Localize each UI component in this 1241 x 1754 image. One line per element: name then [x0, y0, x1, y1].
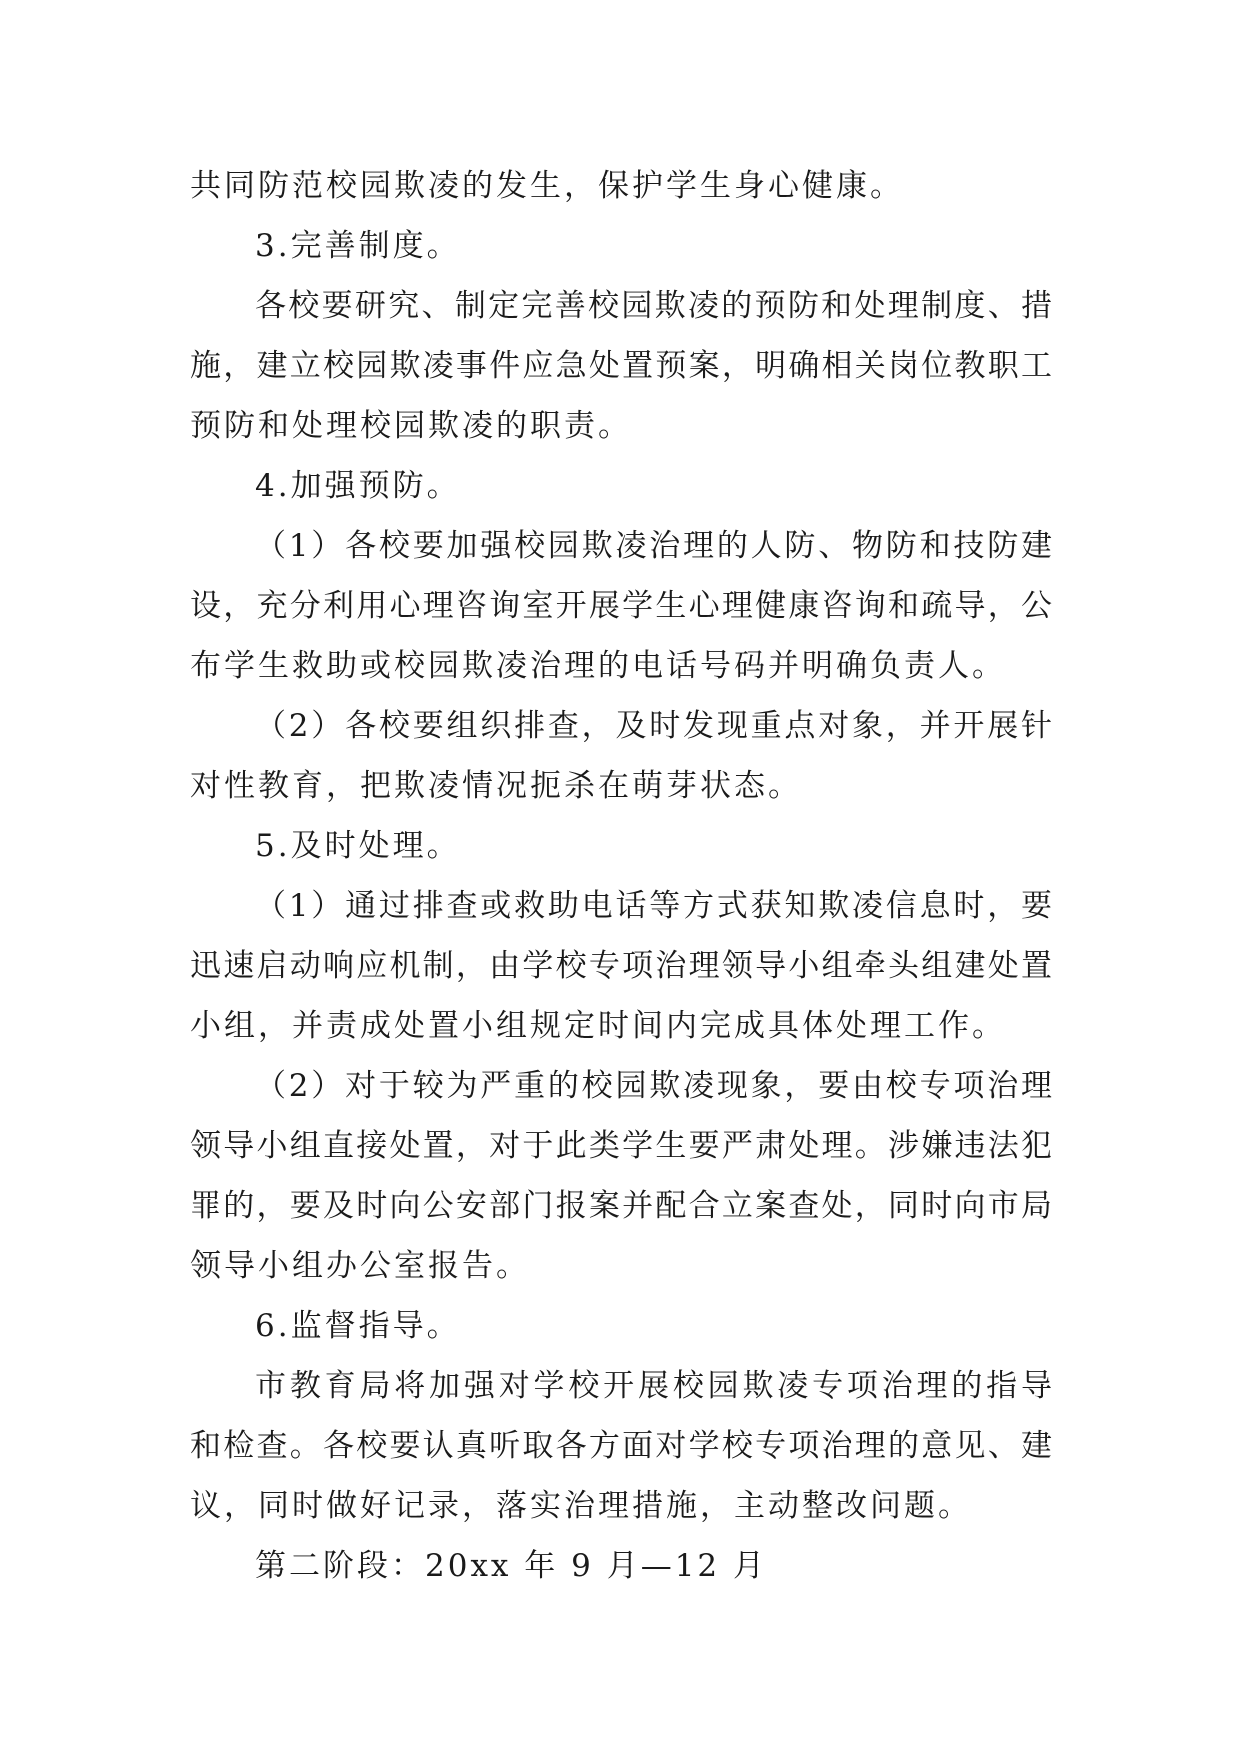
text-line-3: 各校要研究、制定完善校园欺凌的预防和处理制度、措 [255, 288, 1052, 324]
text-line-8: 设，充分利用心理咨询室开展学生心理健康咨询和疏导，公 [190, 588, 1052, 624]
text-line-14: 迅速启动响应机制，由学校专项治理领导小组牵头组建处置 [190, 948, 1052, 984]
text-line-18: 罪的，要及时向公安部门报案并配合立案查处，同时向市局 [190, 1188, 1052, 1224]
heading-5-timely-handling: 5.及时处理。 [255, 828, 461, 864]
text-line-10: （2）各校要组织排查，及时发现重点对象，并开展针 [255, 708, 1052, 744]
text-line-23: 议，同时做好记录，落实治理措施，主动整改问题。 [190, 1488, 972, 1524]
text-line-5: 预防和处理校园欺凌的职责。 [190, 408, 632, 444]
text-line-19: 领导小组办公室报告。 [190, 1248, 530, 1284]
text-line-1: 共同防范校园欺凌的发生，保护学生身心健康。 [190, 168, 904, 204]
text-line-13: （1）通过排查或救助电话等方式获知欺凌信息时，要 [255, 888, 1052, 924]
text-line-16: （2）对于较为严重的校园欺凌现象，要由校专项治理 [255, 1068, 1052, 1104]
text-line-9: 布学生救助或校园欺凌治理的电话号码并明确负责人。 [190, 648, 1006, 684]
text-line-21: 市教育局将加强对学校开展校园欺凌专项治理的指导 [255, 1368, 1052, 1404]
text-line-11: 对性教育，把欺凌情况扼杀在萌芽状态。 [190, 768, 802, 804]
stage-two-heading: 第二阶段：20xx 年 9 月—12 月 [255, 1548, 767, 1584]
heading-6-supervision-guidance: 6.监督指导。 [255, 1308, 461, 1344]
heading-3-improve-system: 3.完善制度。 [255, 228, 461, 264]
text-line-17: 领导小组直接处置，对于此类学生要严肃处理。涉嫌违法犯 [190, 1128, 1052, 1164]
heading-4-strengthen-prevention: 4.加强预防。 [255, 468, 461, 504]
text-line-4: 施，建立校园欺凌事件应急处置预案，明确相关岗位教职工 [190, 348, 1052, 384]
text-line-7: （1）各校要加强校园欺凌治理的人防、物防和技防建 [255, 528, 1052, 564]
text-line-15: 小组，并责成处置小组规定时间内完成具体处理工作。 [190, 1008, 1006, 1044]
text-line-22: 和检查。各校要认真听取各方面对学校专项治理的意见、建 [190, 1428, 1052, 1464]
